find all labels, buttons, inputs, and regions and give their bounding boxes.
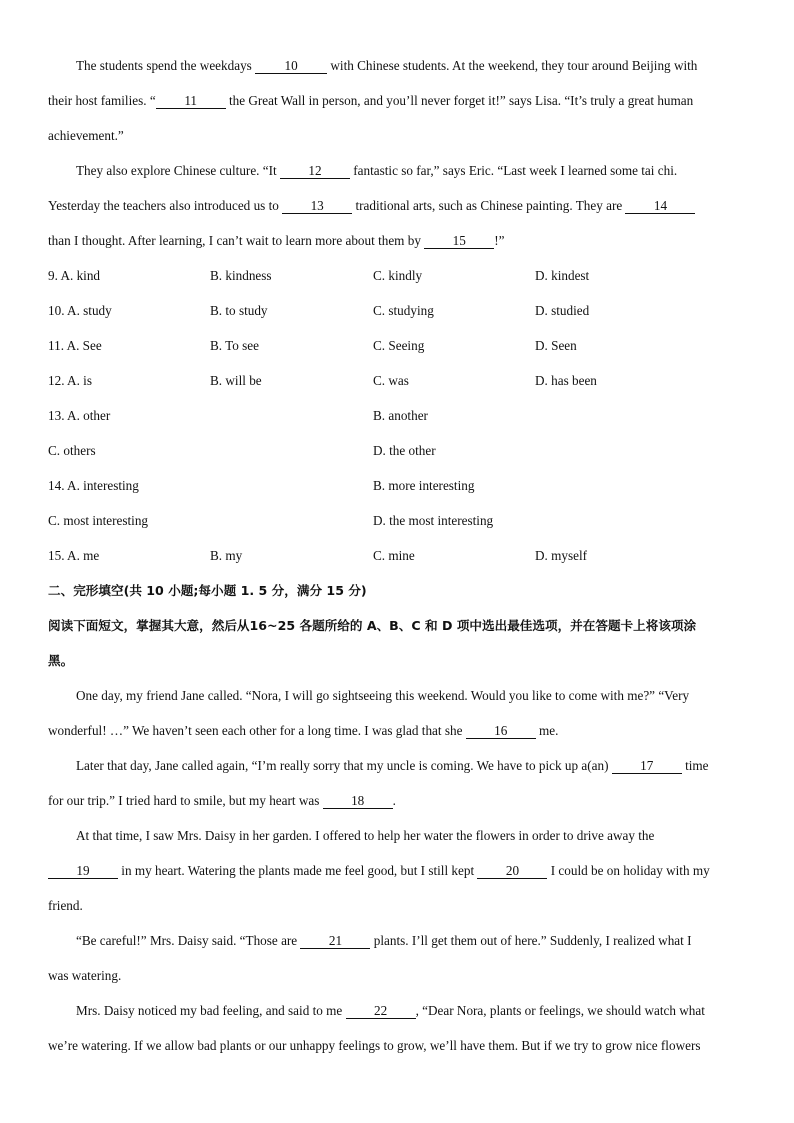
option-c[interactable]: C. was xyxy=(373,373,409,388)
text: Yesterday the teachers also introduced us to xyxy=(48,198,283,213)
blank-11: 11 xyxy=(156,94,226,109)
question-10 xyxy=(48,293,748,328)
text: me. xyxy=(535,723,559,738)
passage2-line10 xyxy=(48,993,748,1028)
passage2-line11 xyxy=(48,1028,748,1063)
blank-10: 10 xyxy=(255,59,327,74)
question-9 xyxy=(48,258,748,293)
blank-13: 13 xyxy=(282,199,352,214)
option-b[interactable]: B. kindness xyxy=(210,268,272,283)
text: for our trip.” I tried hard to smile, but my heart was xyxy=(48,793,323,808)
option-a[interactable]: 15. A. me xyxy=(48,548,100,563)
blank-12: 12 xyxy=(280,164,350,179)
passage2-line1 xyxy=(48,678,748,713)
text: the Great Wall in person, and you’ll never forget it!” says Lisa. “It’s truly a great human xyxy=(225,93,694,108)
option-d[interactable]: D. the most interesting xyxy=(373,513,494,528)
option-c[interactable]: C. most interesting xyxy=(48,513,149,528)
option-c[interactable]: C. kindly xyxy=(373,268,423,283)
option-c[interactable]: C. mine xyxy=(373,548,415,563)
passage2-line3 xyxy=(48,748,748,783)
blank-22: 22 xyxy=(346,1004,416,1019)
passage1-line4 xyxy=(48,153,748,188)
section-instructions-cont: 黑。 xyxy=(48,653,74,668)
blank-20: 20 xyxy=(477,864,547,879)
text: wonderful! …” We haven’t seen each other for a long time. I was glad that she xyxy=(48,723,466,738)
text: than I thought. After learning, I can’t wait to learn more about them by xyxy=(48,233,425,248)
blank-18: 18 xyxy=(323,794,393,809)
passage2-line2 xyxy=(48,713,748,748)
option-b[interactable]: B. to study xyxy=(210,303,268,318)
text: we’re watering. If we allow bad plants or our unhappy feelings to grow, we’ll have them. But if we try to grow nice flowers xyxy=(48,1038,701,1053)
passage2-line9 xyxy=(48,958,748,993)
passage1-line2 xyxy=(48,83,748,118)
option-d[interactable]: D. has been xyxy=(535,373,597,388)
option-a[interactable]: 14. A. interesting xyxy=(48,478,139,493)
blank-15: 15 xyxy=(424,234,494,249)
option-a[interactable]: 11. A. See xyxy=(48,338,102,353)
option-a[interactable]: 12. A. is xyxy=(48,373,92,388)
passage2-line6 xyxy=(48,853,748,888)
option-b[interactable]: B. more interesting xyxy=(373,478,475,493)
section-instructions: 阅读下面短文，掌握其大意，然后从16~25 各题所给的 A、B、C 和 D 项中选出最佳选项，并在答题卡上将该项涂 xyxy=(48,618,697,633)
section-heading: 二、完形填空(共 10 小题;每小题 1. 5 分，满分 15 分) xyxy=(48,583,367,598)
text: . xyxy=(392,793,396,808)
passage1-line5 xyxy=(48,188,748,223)
option-b[interactable]: B. another xyxy=(373,408,428,423)
text: fantastic so far,” says Eric. “Last week I learned some tai chi. xyxy=(349,163,678,178)
option-d[interactable]: D. the other xyxy=(373,443,436,458)
option-b[interactable]: B. will be xyxy=(210,373,262,388)
option-d[interactable]: D. kindest xyxy=(535,268,590,283)
text: At that time, I saw Mrs. Daisy in her garden. I offered to help her water the flowers in order to drive away the xyxy=(76,828,655,843)
text: They also explore Chinese culture. “It xyxy=(76,163,280,178)
document-page xyxy=(48,48,748,1063)
passage2-line4 xyxy=(48,783,748,818)
blank-16: 16 xyxy=(466,724,536,739)
passage2-line8 xyxy=(48,923,748,958)
passage1-line1 xyxy=(48,48,748,83)
option-c[interactable]: C. studying xyxy=(373,303,434,318)
option-c[interactable]: C. others xyxy=(48,443,96,458)
option-d[interactable]: D. Seen xyxy=(535,338,577,353)
text: traditional arts, such as Chinese painting. They are xyxy=(352,198,626,213)
option-a[interactable]: 13. A. other xyxy=(48,408,111,423)
question-12 xyxy=(48,363,748,398)
question-13-row2 xyxy=(48,433,748,468)
text: Later that day, Jane called again, “I’m really sorry that my uncle is coming. We have to pick up a(an) xyxy=(76,758,612,773)
text: Mrs. Daisy noticed my bad feeling, and said to me xyxy=(76,1003,346,1018)
text: The students spend the weekdays xyxy=(76,58,256,73)
option-d[interactable]: D. myself xyxy=(535,548,588,563)
option-a[interactable]: 10. A. study xyxy=(48,303,112,318)
text: in my heart. Watering the plants made me feel good, but I still kept xyxy=(118,863,478,878)
text: was watering. xyxy=(48,968,122,983)
option-c[interactable]: C. Seeing xyxy=(373,338,425,353)
option-d[interactable]: D. studied xyxy=(535,303,590,318)
passage2-line7 xyxy=(48,888,748,923)
text: time xyxy=(681,758,709,773)
blank-19: 19 xyxy=(48,864,118,879)
text: “Be careful!” Mrs. Daisy said. “Those are xyxy=(76,933,301,948)
option-b[interactable]: B. my xyxy=(210,548,243,563)
text: I could be on holiday with my xyxy=(547,863,710,878)
passage2-line5 xyxy=(48,818,748,853)
blank-21: 21 xyxy=(300,934,370,949)
passage1-line6 xyxy=(48,223,748,258)
blank-14: 14 xyxy=(625,199,695,214)
text: friend. xyxy=(48,898,83,913)
text: !” xyxy=(494,233,505,248)
question-14-row2 xyxy=(48,503,748,538)
option-b[interactable]: B. To see xyxy=(210,338,260,353)
question-14-row1 xyxy=(48,468,748,503)
blank-17: 17 xyxy=(612,759,682,774)
question-15 xyxy=(48,538,748,573)
option-a[interactable]: 9. A. kind xyxy=(48,268,101,283)
text: plants. I’ll get them out of here.” Suddenly, I realized what I xyxy=(370,933,692,948)
question-13-row1 xyxy=(48,398,748,433)
text: One day, my friend Jane called. “Nora, I will go sightseeing this weekend. Would you like to come with me?” “Very xyxy=(76,688,690,703)
text: , “Dear Nora, plants or feelings, we should watch what xyxy=(415,1003,705,1018)
passage1-line3 xyxy=(48,118,748,153)
text: their host families. “ xyxy=(48,93,156,108)
text: achievement.” xyxy=(48,128,124,143)
text: with Chinese students. At the weekend, they tour around Beijing with xyxy=(327,58,698,73)
question-11 xyxy=(48,328,748,363)
